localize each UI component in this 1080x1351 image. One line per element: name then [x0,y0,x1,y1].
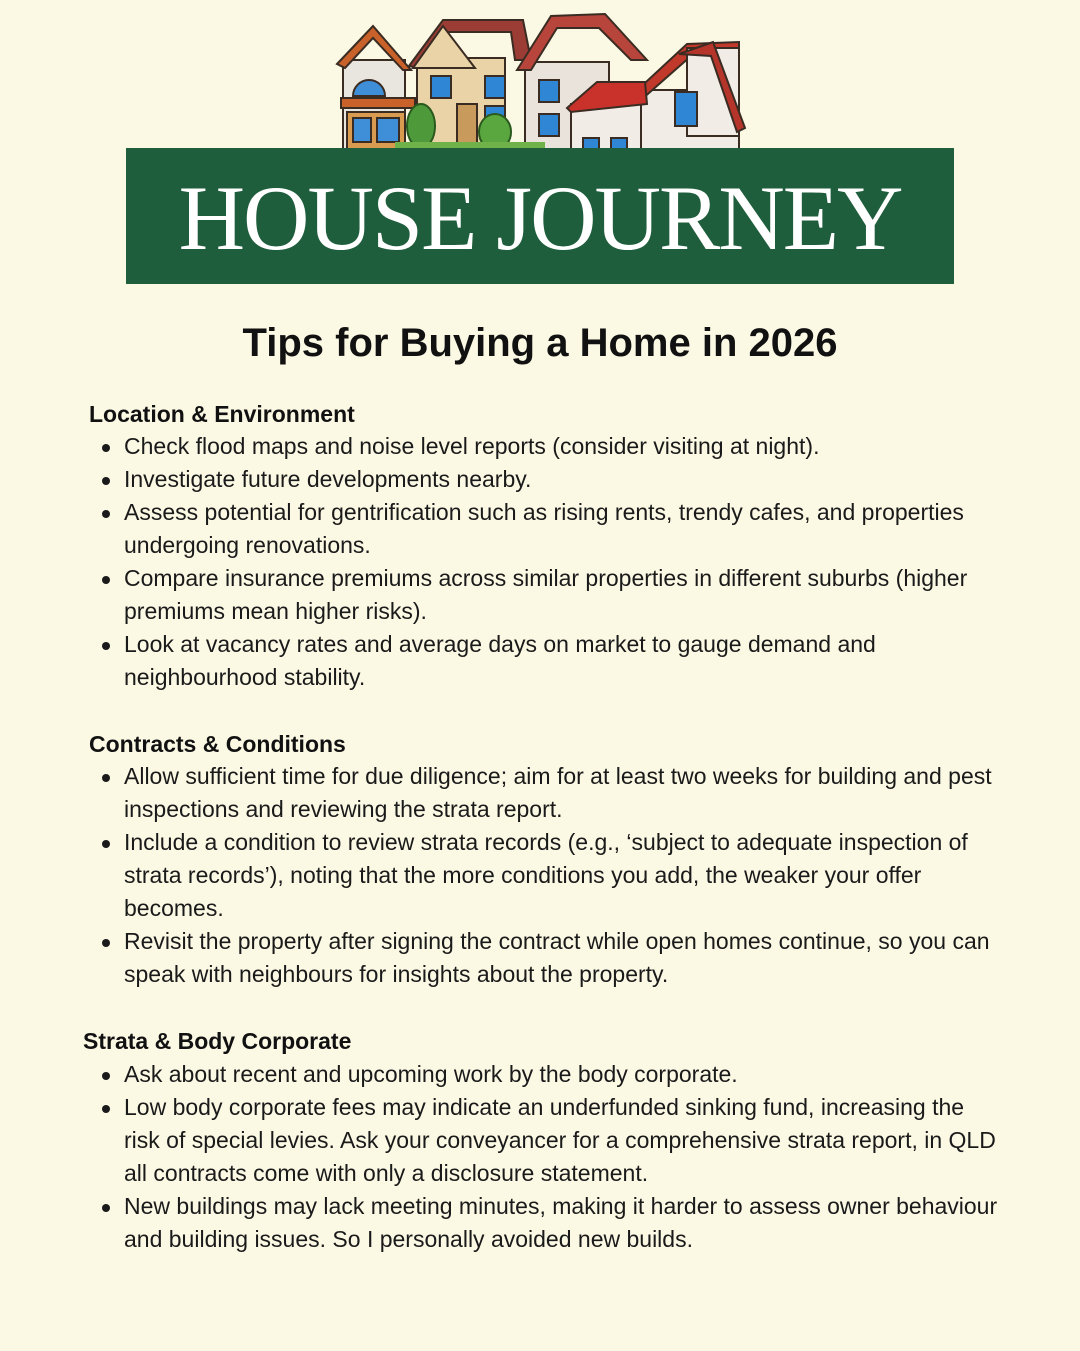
tip-item: Low body corporate fees may indicate an underfunded sinking fund, increasing the risk of special levies. Ask your conveyancer for a comprehensive strata report, in QLD all contracts come with only a disclosure statement. [124,1091,1004,1190]
tip-item: Check flood maps and noise level reports (consider visiting at night). [124,430,1004,463]
house-left [337,26,415,150]
page-title: Tips for Buying a Home in 2026 [242,321,838,365]
tip-item: Compare insurance premiums across similar properties in different suburbs (higher premiums mean higher risks). [124,562,1004,628]
tip-item: New buildings may lack meeting minutes, making it harder to assess owner behaviour and building issues. So I personally avoided new builds. [124,1190,1004,1256]
house-front-right [567,42,745,150]
tip-item: Include a condition to review strata records (e.g., ‘subject to adequate inspection of strata records’), noting that the more conditions you add, the weaker your offer becomes. [124,826,1004,925]
tip-item: Allow sufficient time for due diligence; aim for at least two weeks for building and pest inspections and reviewing the strata report. [124,760,1004,826]
tip-item: Ask about recent and upcoming work by the body corporate. [124,1058,1004,1091]
tip-item: Look at vacancy rates and average days on market to gauge demand and neighbourhood stability. [124,628,1004,694]
tips-list-strata [124,1058,1004,1256]
houses-illustration [335,8,755,158]
title-banner [126,148,954,284]
section-heading-contracts: Contracts & Conditions [89,731,346,757]
tips-list-location [124,430,1004,694]
tip-item: Revisit the property after signing the contract while open homes continue, so you can speak with neighbours for insights about the property. [124,925,1004,991]
tip-item: Investigate future developments nearby. [124,463,1004,496]
section-heading-strata: Strata & Body Corporate [83,1028,352,1054]
tips-list-contracts [124,760,1004,991]
tip-item: Assess potential for gentrification such as rising rents, trendy cafes, and properties undergoing renovations. [124,496,1004,562]
section-heading-location: Location & Environment [89,401,355,427]
banner-title: HOUSE JOURNEY [178,167,902,269]
